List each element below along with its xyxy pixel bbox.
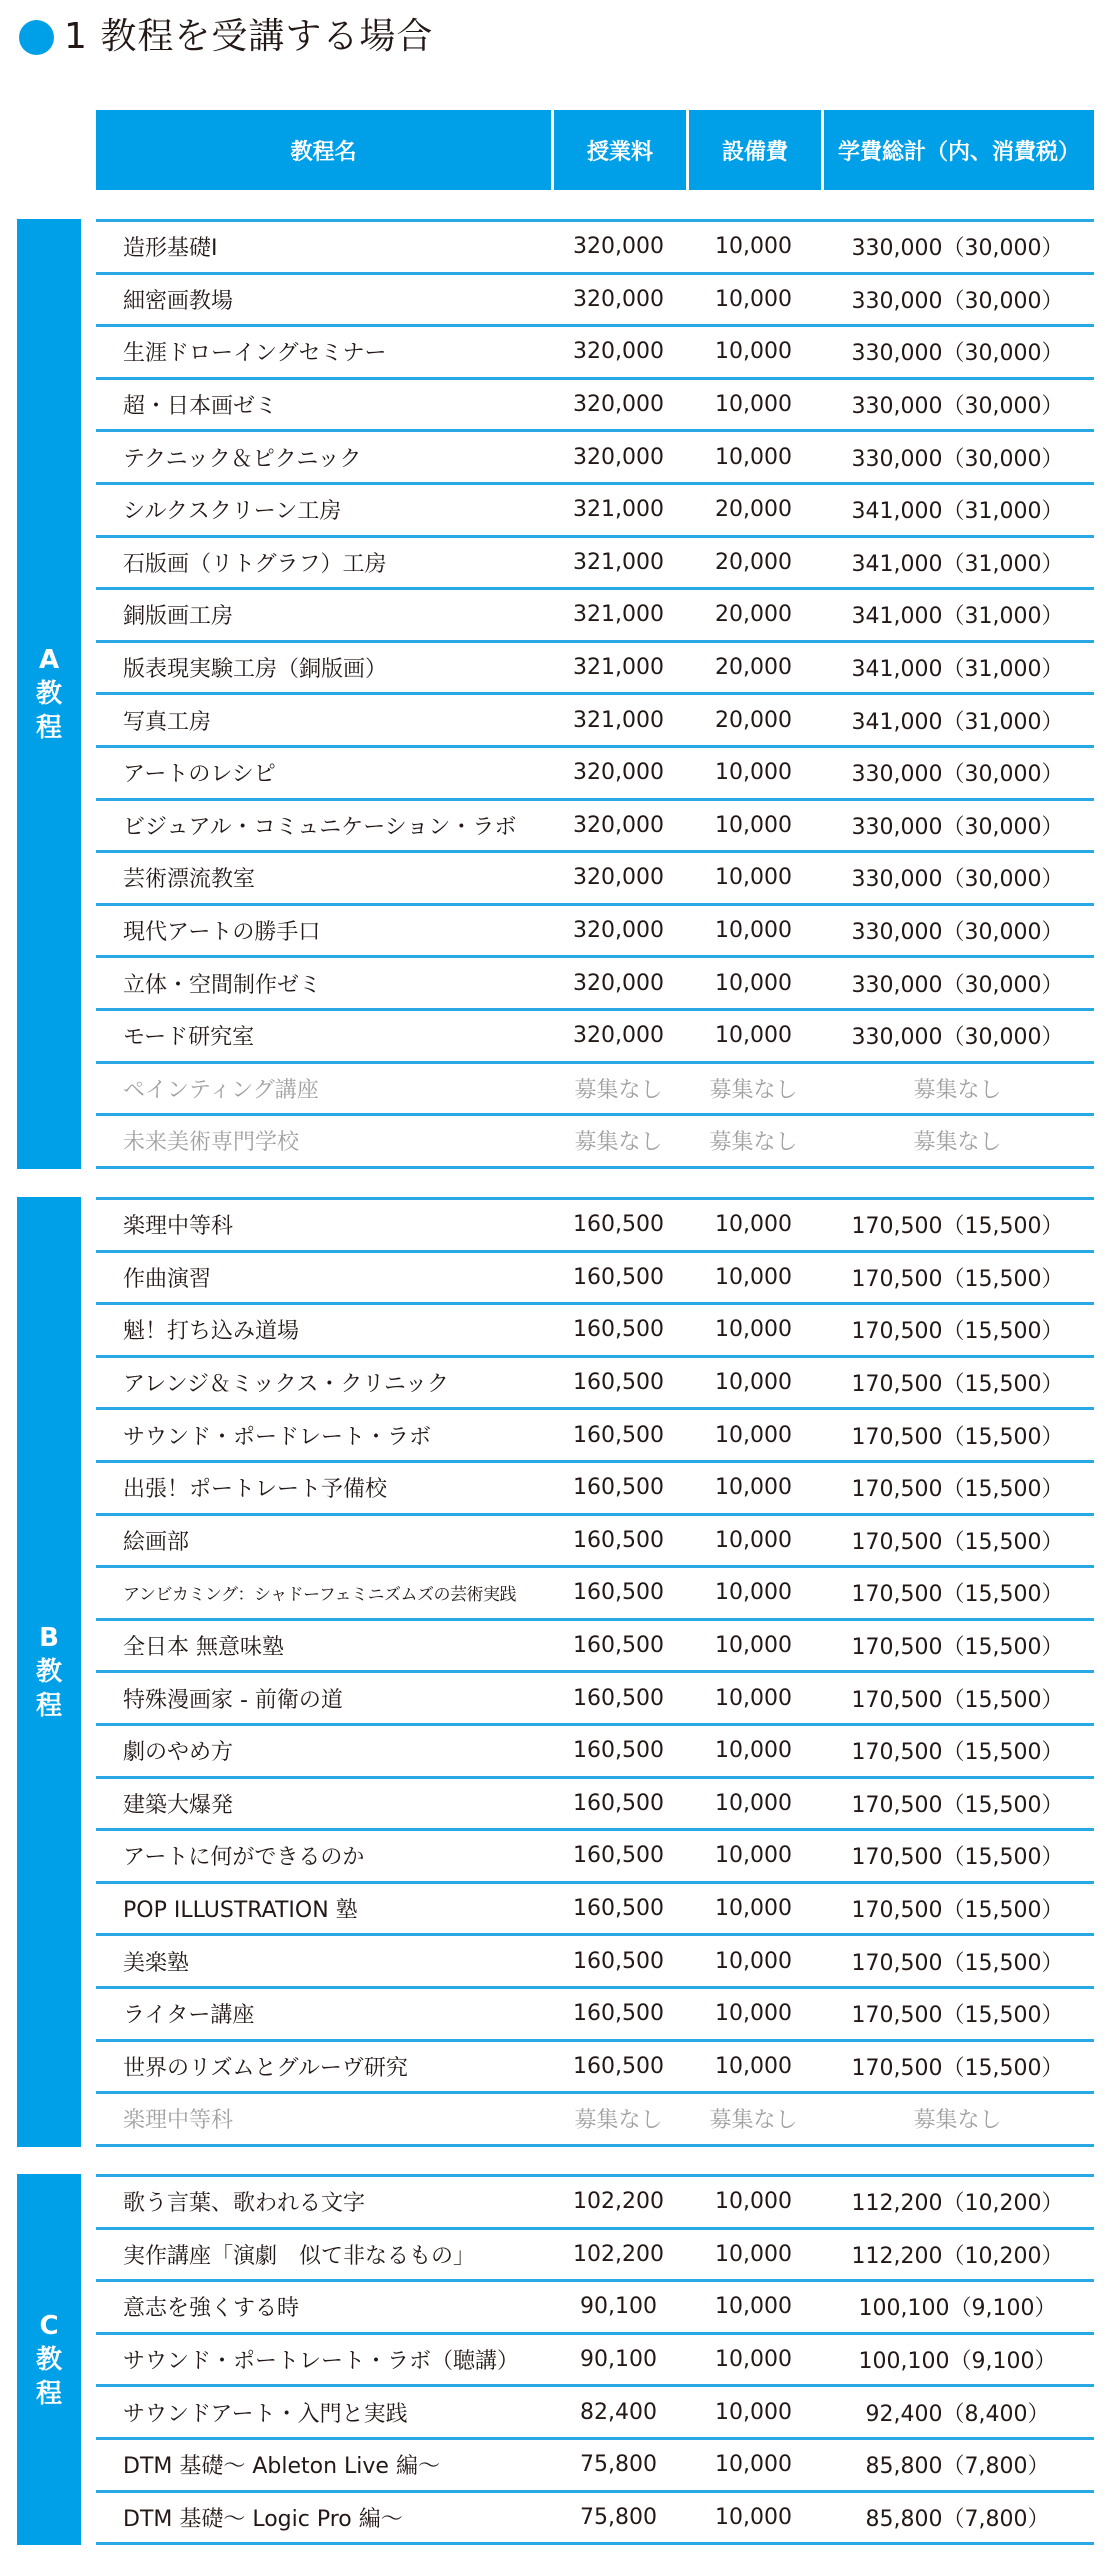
facility-fee: 10,000 — [715, 234, 792, 260]
facility-fee: 募集なし — [709, 1130, 798, 1156]
facility-fee: 10,000 — [715, 1475, 792, 1501]
table-row — [96, 1673, 1094, 1726]
course-name: POP ILLUSTRATION 塾 — [123, 1898, 358, 1924]
tuition-fee: 160,500 — [573, 1580, 664, 1606]
tuition-fee: 320,000 — [573, 392, 664, 418]
table-row — [96, 958, 1094, 1011]
block-label-letter: C — [39, 2310, 59, 2341]
total-fee: 170,500（15,500） — [851, 1898, 1064, 1924]
table-row — [96, 1568, 1094, 1621]
course-name: DTM 基礎～ Logic Pro 編～ — [123, 2506, 403, 2532]
total-fee: 330,000（30,000） — [851, 972, 1064, 998]
tuition-fee: 160,500 — [573, 1527, 664, 1553]
course-name: 銅版画工房 — [123, 604, 234, 630]
course-name: サウンドアート・入門と実践 — [123, 2401, 408, 2427]
total-fee: 92,400（8,400） — [865, 2401, 1050, 2427]
total-fee: 330,000（30,000） — [851, 762, 1064, 788]
table-row — [96, 222, 1094, 275]
tuition-fee: 160,500 — [573, 1896, 664, 1922]
total-fee: 募集なし — [913, 2108, 1002, 2134]
total-fee: 112,200（10,200） — [851, 2243, 1064, 2269]
course-name: アレンジ＆ミックス・クリニック — [123, 1372, 450, 1398]
course-name: テクニック＆ピクニック — [123, 446, 362, 472]
table-row — [96, 485, 1094, 538]
total-fee: 170,500（15,500） — [851, 2003, 1064, 2029]
facility-fee: 10,000 — [715, 1896, 792, 1922]
total-fee: 170,500（15,500） — [851, 1319, 1064, 1345]
table-row — [96, 643, 1094, 696]
block-label-char: 教 — [35, 2344, 62, 2375]
total-fee: 330,000（30,000） — [851, 446, 1064, 472]
course-name: サウンド・ポートレート・ラボ（聴講） — [123, 2349, 520, 2375]
facility-fee: 10,000 — [715, 2399, 792, 2425]
table-row — [96, 2042, 1094, 2095]
tuition-fee: 160,500 — [573, 1843, 664, 1869]
total-fee: 112,200（10,200） — [851, 2191, 1064, 2217]
facility-fee: 10,000 — [715, 812, 792, 838]
total-fee: 170,500（15,500） — [851, 1477, 1064, 1503]
table-row — [96, 906, 1094, 959]
header-tuition: 授業料 — [554, 110, 686, 190]
course-name: 建築大爆発 — [123, 1792, 234, 1818]
tuition-fee: 102,200 — [573, 2241, 664, 2267]
table-row — [96, 1831, 1094, 1884]
facility-fee: 20,000 — [715, 655, 792, 681]
course-name: シルクスクリーン工房 — [123, 499, 342, 525]
tuition-fee: 320,000 — [573, 812, 664, 838]
tuition-fee: 321,000 — [573, 707, 664, 733]
facility-fee: 10,000 — [715, 1790, 792, 1816]
header-total-fee: 学費総計（内、消費税） — [824, 110, 1094, 190]
course-name: 作曲演習 — [123, 1266, 212, 1292]
total-fee: 170,500（15,500） — [851, 1950, 1064, 1976]
table-row — [96, 1621, 1094, 1674]
course-name: アートのレシピ — [123, 762, 276, 788]
table-row — [96, 1358, 1094, 1411]
facility-fee: 10,000 — [715, 1580, 792, 1606]
total-fee: 170,500（15,500） — [851, 1214, 1064, 1240]
facility-fee: 10,000 — [715, 918, 792, 944]
table-row — [96, 1779, 1094, 1832]
course-name: アンビカミング：シャドーフェミニズムズの芸術実践 — [123, 1585, 516, 1606]
table-row — [96, 1516, 1094, 1569]
tuition-fee: 募集なし — [574, 2108, 663, 2134]
tuition-fee: 82,400 — [580, 2399, 657, 2425]
course-name: 絵画部 — [123, 1529, 190, 1555]
course-name: 生涯ドローイングセミナー — [123, 341, 387, 367]
course-rows — [96, 219, 1094, 1169]
facility-fee: 10,000 — [715, 1633, 792, 1659]
tuition-fee: 320,000 — [573, 339, 664, 365]
total-fee: 170,500（15,500） — [851, 1582, 1064, 1608]
facility-fee: 10,000 — [715, 1023, 792, 1049]
block-label — [17, 2174, 81, 2545]
table-row — [96, 1253, 1094, 1306]
tuition-fee: 320,000 — [573, 234, 664, 260]
block-label — [17, 219, 81, 1169]
course-name: 実作講座「演劇 似て非なるもの」 — [123, 2243, 476, 2269]
table-row — [96, 695, 1094, 748]
facility-fee: 10,000 — [715, 1317, 792, 1343]
tuition-fee: 320,000 — [573, 286, 664, 312]
facility-fee: 10,000 — [715, 1527, 792, 1553]
facility-fee: 10,000 — [715, 339, 792, 365]
tuition-fee: 320,000 — [573, 865, 664, 891]
total-fee: 100,100（9,100） — [858, 2349, 1057, 2375]
tuition-fee: 募集なし — [574, 1130, 663, 1156]
tuition-fee: 160,500 — [573, 1475, 664, 1501]
table-row — [96, 2177, 1094, 2230]
facility-fee: 10,000 — [715, 392, 792, 418]
total-fee: 330,000（30,000） — [851, 394, 1064, 420]
facility-fee: 10,000 — [715, 2504, 792, 2530]
course-name: 楽理中等科 — [123, 1214, 234, 1240]
section-title — [19, 14, 433, 60]
tuition-fee: 160,500 — [573, 1212, 664, 1238]
table-row — [96, 1884, 1094, 1937]
total-fee: 170,500（15,500） — [851, 1372, 1064, 1398]
total-fee: 341,000（31,000） — [851, 709, 1064, 735]
tuition-fee: 90,100 — [580, 2347, 657, 2373]
total-fee: 85,800（7,800） — [865, 2506, 1050, 2532]
table-row — [96, 1410, 1094, 1463]
block-label-char: 教 — [35, 678, 62, 709]
table-row — [96, 1936, 1094, 1989]
block-label-letter: A — [38, 644, 60, 675]
facility-fee: 10,000 — [715, 2189, 792, 2215]
course-name: DTM 基礎～ Ableton Live 編～ — [123, 2454, 440, 2480]
tuition-fee: 160,500 — [573, 2001, 664, 2027]
course-name: 出張！ポートレート予備校 — [123, 1477, 388, 1503]
course-block-a — [0, 219, 1115, 1169]
table-row — [96, 1726, 1094, 1779]
header-course-name: 教程名 — [96, 110, 551, 190]
table-row — [96, 2230, 1094, 2283]
table-row — [96, 1463, 1094, 1516]
facility-fee: 20,000 — [715, 707, 792, 733]
facility-fee: 10,000 — [715, 1685, 792, 1711]
table-row — [96, 2440, 1094, 2493]
table-row — [96, 1200, 1094, 1253]
course-rows — [96, 1197, 1094, 2147]
facility-fee: 10,000 — [715, 1948, 792, 1974]
total-fee: 85,800（7,800） — [865, 2454, 1050, 2480]
total-fee: 170,500（15,500） — [851, 1687, 1064, 1713]
tuition-fee: 90,100 — [580, 2294, 657, 2320]
total-fee: 170,500（15,500） — [851, 2055, 1064, 2081]
table-row — [96, 748, 1094, 801]
course-block-b — [0, 1197, 1115, 2147]
facility-fee: 20,000 — [715, 602, 792, 628]
course-name: 芸術漂流教室 — [123, 867, 256, 893]
tuition-fee: 160,500 — [573, 1948, 664, 1974]
header-facility-fee: 設備費 — [689, 110, 821, 190]
tuition-fee: 320,000 — [573, 918, 664, 944]
table-row — [96, 2282, 1094, 2335]
course-name: 楽理中等科 — [123, 2108, 234, 2134]
tuition-fee: 160,500 — [573, 1264, 664, 1290]
table-row — [96, 1116, 1094, 1169]
facility-fee: 10,000 — [715, 2053, 792, 2079]
course-name: アートに何ができるのか — [123, 1845, 365, 1871]
course-name: 写真工房 — [123, 709, 212, 735]
total-fee: 341,000（31,000） — [851, 604, 1064, 630]
total-fee: 330,000（30,000） — [851, 288, 1064, 314]
course-name: 細密画教場 — [123, 288, 234, 314]
block-label-char: 程 — [35, 1690, 62, 1721]
facility-fee: 10,000 — [715, 865, 792, 891]
table-row — [96, 327, 1094, 380]
facility-fee: 10,000 — [715, 1422, 792, 1448]
bullet-circle-icon — [19, 20, 54, 55]
course-name: 造形基礎Ⅰ — [123, 236, 218, 262]
tuition-fee: 160,500 — [573, 1370, 664, 1396]
tuition-fee: 320,000 — [573, 970, 664, 996]
course-name: ライター講座 — [123, 2003, 255, 2029]
total-fee: 170,500（15,500） — [851, 1424, 1064, 1450]
table-row — [96, 432, 1094, 485]
facility-fee: 10,000 — [715, 2241, 792, 2267]
course-name: 立体・空間制作ゼミ — [123, 972, 322, 998]
tuition-fee: 102,200 — [573, 2189, 664, 2215]
tuition-fee: 160,500 — [573, 1790, 664, 1816]
total-fee: 170,500（15,500） — [851, 1635, 1064, 1661]
course-name: ビジュアル・コミュニケーション・ラボ — [123, 814, 517, 840]
table-row — [96, 380, 1094, 433]
block-label — [17, 1197, 81, 2147]
course-name: 歌う言葉、歌われる文字 — [123, 2191, 366, 2217]
total-fee: 330,000（30,000） — [851, 920, 1064, 946]
facility-fee: 10,000 — [715, 2452, 792, 2478]
total-fee: 330,000（30,000） — [851, 814, 1064, 840]
course-name: 全日本 無意味塾 — [123, 1635, 284, 1661]
tuition-fee: 320,000 — [573, 1023, 664, 1049]
total-fee: 100,100（9,100） — [858, 2296, 1057, 2322]
table-row — [96, 1064, 1094, 1117]
tuition-fee: 160,500 — [573, 1685, 664, 1711]
tuition-fee: 160,500 — [573, 1422, 664, 1448]
table-row — [96, 801, 1094, 854]
course-name: 版表現実験工房（銅版画） — [123, 657, 388, 683]
total-fee: 341,000（31,000） — [851, 551, 1064, 577]
table-row — [96, 2387, 1094, 2440]
total-fee: 330,000（30,000） — [851, 341, 1064, 367]
course-name: 特殊漫画家 - 前衛の道 — [123, 1687, 343, 1713]
table-row — [96, 2493, 1094, 2546]
total-fee: 170,500（15,500） — [851, 1266, 1064, 1292]
block-label-letter: B — [39, 1622, 59, 1653]
table-row — [96, 1011, 1094, 1064]
facility-fee: 10,000 — [715, 1212, 792, 1238]
total-fee: 170,500（15,500） — [851, 1529, 1064, 1555]
block-label-char: 程 — [35, 712, 62, 743]
course-name: サウンド・ポードレート・ラボ — [123, 1424, 432, 1450]
facility-fee: 10,000 — [715, 1370, 792, 1396]
tuition-fee: 160,500 — [573, 2053, 664, 2079]
facility-fee: 10,000 — [715, 286, 792, 312]
tuition-fee: 75,800 — [580, 2504, 657, 2530]
tuition-fee: 321,000 — [573, 549, 664, 575]
facility-fee: 10,000 — [715, 2001, 792, 2027]
tuition-fee: 320,000 — [573, 444, 664, 470]
course-name: モード研究室 — [123, 1025, 255, 1051]
section-title-text: 1 教程を受講する場合 — [64, 16, 434, 57]
course-name: 美楽塾 — [123, 1950, 190, 1976]
table-row — [96, 538, 1094, 591]
course-name: 意志を強くする時 — [123, 2296, 300, 2322]
facility-fee: 20,000 — [715, 497, 792, 523]
course-name: 魁！打ち込み道場 — [123, 1319, 300, 1345]
course-rows — [96, 2174, 1094, 2545]
total-fee: 170,500（15,500） — [851, 1845, 1064, 1871]
facility-fee: 募集なし — [709, 2108, 798, 2134]
course-name: ペインティング講座 — [123, 1077, 319, 1103]
total-fee: 170,500（15,500） — [851, 1740, 1064, 1766]
tuition-fee: 75,800 — [580, 2452, 657, 2478]
total-fee: 募集なし — [913, 1077, 1002, 1103]
facility-fee: 10,000 — [715, 2294, 792, 2320]
course-name: 劇のやめ方 — [123, 1740, 234, 1766]
facility-fee: 10,000 — [715, 444, 792, 470]
course-block-c — [0, 2174, 1115, 2545]
course-name: 世界のリズムとグルーヴ研究 — [123, 2055, 408, 2081]
facility-fee: 20,000 — [715, 549, 792, 575]
table-row — [96, 1989, 1094, 2042]
tuition-fee: 160,500 — [573, 1738, 664, 1764]
block-label-char: 教 — [35, 1656, 62, 1687]
facility-fee: 10,000 — [715, 2347, 792, 2373]
course-name: 超・日本画ゼミ — [123, 394, 278, 420]
total-fee: 330,000（30,000） — [851, 236, 1064, 262]
tuition-fee: 321,000 — [573, 655, 664, 681]
total-fee: 341,000（31,000） — [851, 657, 1064, 683]
facility-fee: 10,000 — [715, 1738, 792, 1764]
course-name: 現代アートの勝手口 — [123, 920, 321, 946]
total-fee: 341,000（31,000） — [851, 499, 1064, 525]
total-fee: 170,500（15,500） — [851, 1792, 1064, 1818]
total-fee: 募集なし — [913, 1130, 1002, 1156]
tuition-fee: 160,500 — [573, 1633, 664, 1659]
block-label-char: 程 — [35, 2378, 62, 2409]
tuition-fee: 募集なし — [574, 1077, 663, 1103]
facility-fee: 10,000 — [715, 970, 792, 996]
facility-fee: 10,000 — [715, 1264, 792, 1290]
table-row — [96, 2335, 1094, 2388]
table-row — [96, 1305, 1094, 1358]
table-header — [96, 110, 1094, 190]
facility-fee: 募集なし — [709, 1077, 798, 1103]
table-row — [96, 275, 1094, 328]
table-row — [96, 853, 1094, 906]
facility-fee: 10,000 — [715, 1843, 792, 1869]
tuition-fee: 320,000 — [573, 760, 664, 786]
tuition-fee: 321,000 — [573, 497, 664, 523]
facility-fee: 10,000 — [715, 760, 792, 786]
tuition-fee: 160,500 — [573, 1317, 664, 1343]
course-name: 未来美術専門学校 — [123, 1130, 300, 1156]
table-row — [96, 590, 1094, 643]
tuition-fee: 321,000 — [573, 602, 664, 628]
table-row — [96, 2094, 1094, 2147]
total-fee: 330,000（30,000） — [851, 867, 1064, 893]
course-name: 石版画（リトグラフ）工房 — [123, 551, 387, 577]
total-fee: 330,000（30,000） — [851, 1025, 1064, 1051]
